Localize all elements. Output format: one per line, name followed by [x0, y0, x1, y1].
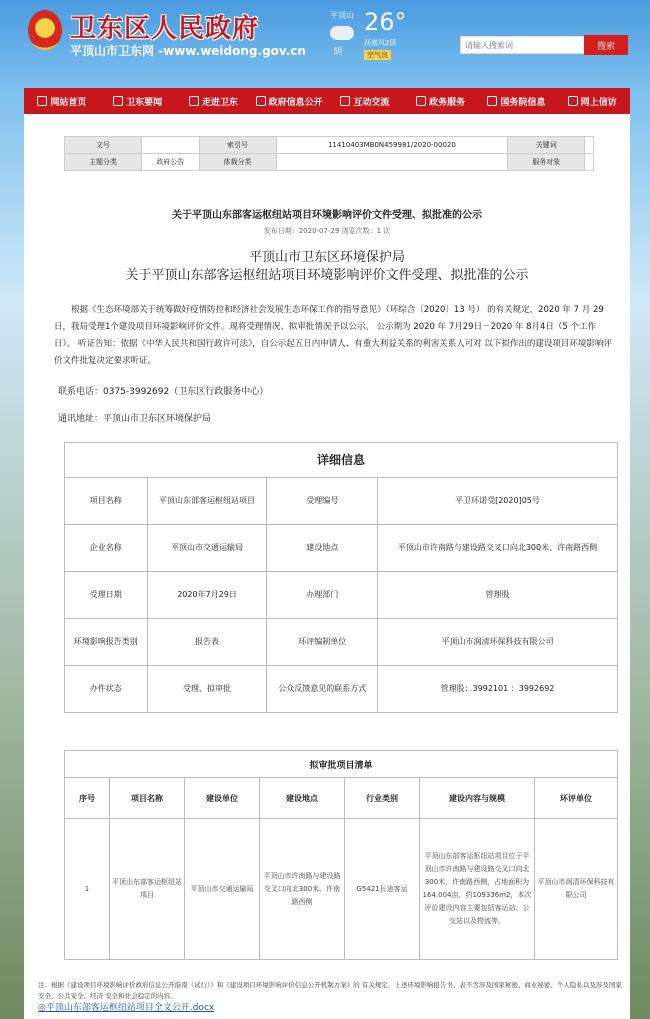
document-icon [256, 96, 266, 106]
globe-icon [487, 96, 497, 106]
list-cell: 平顶山市许南路与建设路交叉口向北300米、许南路西侧 [260, 819, 345, 960]
meta-value [276, 154, 508, 171]
detail-caption: 详细信息 [65, 443, 618, 478]
nav-news[interactable]: 卫东要闻 [100, 88, 176, 114]
detail-label: 环境影响报告类别 [65, 619, 148, 666]
column-header: 环评单位 [535, 778, 618, 819]
site-subtitle: 平顶山市卫东网 -www.weidong.gov.cn [70, 44, 306, 58]
column-header: 建设单位 [185, 778, 260, 819]
meta-label: 索引号 [199, 137, 276, 154]
nav-state-council[interactable]: 国务院信息 [479, 88, 555, 114]
article-content [24, 114, 630, 1019]
detail-value: 平顶山东部客运枢纽站项目 [147, 478, 267, 525]
chat-icon [340, 96, 350, 106]
nav-about[interactable]: 走进卫东 [176, 88, 252, 114]
weather-widget [318, 6, 438, 66]
column-header: 序号 [65, 778, 110, 819]
nav-info-open[interactable]: 政府信息公开 [251, 88, 327, 114]
article-date: 发布日期：2020-07-29 浏览次数：1 次 [263, 227, 391, 235]
article-paragraph: 根据《生态环境部关于统筹做好疫情防控和经济社会发展生态环保工作的指导意见》（环综合〔2020〕13 号） 的有关规定，2020 年 7 月 29日，我局受理1个建设项目环境影响评价文件。现将受理情况、拟审批情况予以公示。 公示期为 2020 年 7月29日－2020 年 8月4日（5 个工作日）。 听证告知：依据《中华人民共和国行政许可法》，自公示起五日内申请人、有重大利益关系的利害关系人可对 以下拟作出的建设项目环境影响评价文件批复决定要求听证。 [54, 305, 612, 366]
project-list-table [64, 750, 618, 960]
meta-value [142, 137, 200, 154]
meta-table [64, 136, 594, 171]
notice-heading: 关于平顶山东部客运枢纽站项目环境影响评价文件受理、拟批准的公示 [125, 268, 529, 283]
column-header: 项目名称 [110, 778, 185, 819]
issuer-heading: 平顶山市卫东区环境保护局 [248, 250, 405, 265]
detail-label: 办理部门 [267, 572, 378, 619]
detail-label: 受理编号 [267, 478, 378, 525]
column-header: 建设内容与规模 [420, 778, 535, 819]
table-row [65, 572, 618, 619]
detail-value: 报告表 [147, 619, 267, 666]
footnote: 注：根据《建设项目环境影响评价政府信息公开指南（试行）》和《建设项目环境影响评价信息公开机制方案》的 有关规定，上述环境影响报告书、表不含涉及国家秘密、商业秘密、个人隐私以及涉及国家安全、公共安全、经济 安全和社会稳定的内容。 [38, 981, 622, 1000]
weather-temp: 26° [364, 8, 407, 36]
detail-label: 环评编制单位 [267, 619, 378, 666]
list-cell: G5421长途客运 [345, 819, 420, 960]
meta-label: 体裁分类 [199, 154, 276, 171]
nav-petition[interactable]: 网上信访 [554, 88, 630, 114]
detail-label: 项目名称 [65, 478, 148, 525]
table-row [65, 525, 618, 572]
attachment-icon: ◎ [38, 1003, 46, 1013]
meta-value [585, 154, 594, 171]
meta-value [585, 137, 594, 154]
detail-value: 管理股 [377, 572, 617, 619]
meta-label: 关键词 [508, 137, 585, 154]
person-walk-icon [189, 96, 199, 106]
attachment-link[interactable]: ◎平顶山东部客运枢纽站项目全文公开.docx [38, 1003, 215, 1013]
weather-city: 平顶山 [330, 11, 354, 20]
detail-value: 平卫环诺受[2020]05号 [377, 478, 617, 525]
column-header: 建设地点 [260, 778, 345, 819]
contact-address: 通讯地址：平顶山市卫东区环境保护局 [58, 414, 212, 424]
detail-value: 管理股：3992101 ：3992692 [377, 666, 617, 713]
cloud-icon [330, 26, 354, 40]
detail-table [64, 442, 618, 713]
list-cell: 平顶山东部客运枢纽站项目 [110, 819, 185, 960]
weather-wind: 西南风2级 [364, 39, 397, 47]
table-row [65, 819, 618, 960]
list-cell: 1 [65, 819, 110, 960]
national-emblem-icon [28, 10, 62, 50]
detail-label: 办件状态 [65, 666, 148, 713]
meta-label: 主题分类 [65, 154, 142, 171]
weather-aqi: 空气良 [364, 50, 391, 60]
site-title[interactable]: 卫东区人民政府 [70, 14, 260, 44]
arrow-icon [37, 96, 47, 106]
table-row [65, 666, 618, 713]
grid-icon [416, 96, 426, 106]
weather-condition: 阴 [334, 47, 342, 56]
nav-interaction[interactable]: 互动交流 [327, 88, 403, 114]
meta-value: 11410403MB0N459981/2020-00020 [276, 137, 508, 154]
detail-value: 平顶山市交通运输局 [147, 525, 267, 572]
list-caption: 拟审批项目清单 [65, 751, 618, 778]
detail-label: 公众反馈意见的联系方式 [267, 666, 378, 713]
detail-value: 平顶山市润清环保科技有限公司 [377, 619, 617, 666]
search-input[interactable] [460, 36, 588, 54]
table-header-row [65, 778, 618, 819]
list-cell: 平顶山东部客运枢纽站项目位于平顶山市许南路与建设路交叉口向北300米，许南路西侧，占地面积为164.004亩，约109336m2，本次评价建设内容主要包括客运站、公交站以及物流等。 [420, 819, 535, 960]
main-nav [24, 88, 630, 114]
nav-services[interactable]: 政务服务 [403, 88, 479, 114]
article-title: 关于平顶山东部客运枢纽站项目环境影响评价文件受理、拟批准的公示 [172, 210, 482, 221]
mail-icon [568, 96, 578, 106]
detail-label: 受理日期 [65, 572, 148, 619]
detail-label: 建设地点 [267, 525, 378, 572]
newspaper-icon [113, 96, 123, 106]
meta-value: 政府公告 [142, 154, 200, 171]
meta-label: 文号 [65, 137, 142, 154]
table-row [65, 619, 618, 666]
site-header [0, 0, 650, 88]
meta-label: 服务对象 [508, 154, 585, 171]
contact-phone: 联系电话：0375-3992692（卫东区行政服务中心） [58, 387, 269, 397]
detail-label: 企业名称 [65, 525, 148, 572]
table-row [65, 478, 618, 525]
detail-value: 受理、拟审批 [147, 666, 267, 713]
detail-value: 2020年7月29日 [147, 572, 267, 619]
detail-value: 平顶山市许南路与建设路交叉口向北300米、许南路西侧 [377, 525, 617, 572]
list-cell: 平顶山市交通运输局 [185, 819, 260, 960]
nav-home[interactable]: 网站首页 [24, 88, 100, 114]
search-button[interactable]: 搜索 [584, 35, 628, 55]
column-header: 行业类别 [345, 778, 420, 819]
list-cell: 平顶山市润清环保科技有限公司 [535, 819, 618, 960]
